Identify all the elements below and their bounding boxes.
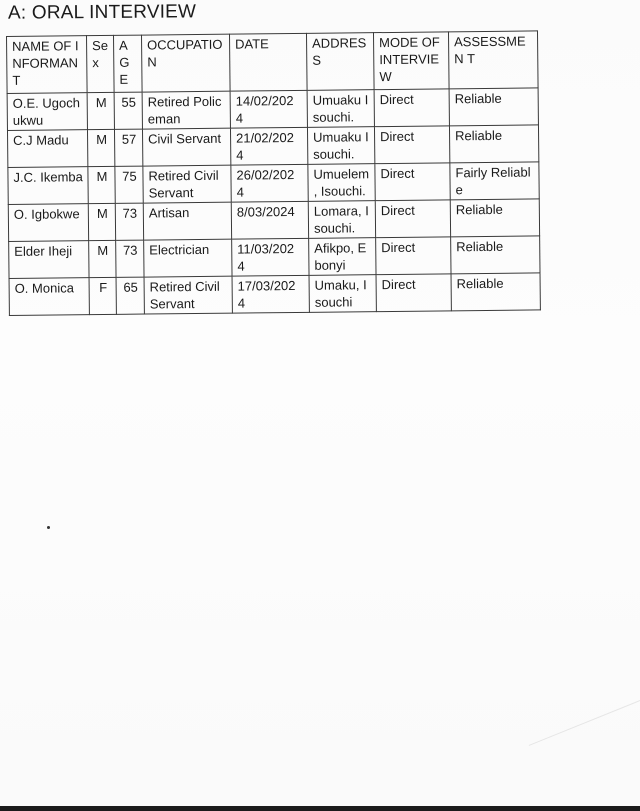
header-date: DATE (229, 33, 307, 91)
header-address: ADDRESS (306, 33, 374, 91)
cell-sex: M (87, 92, 114, 129)
header-sex: Se x (87, 35, 115, 92)
cell-mode: Direct (376, 237, 451, 275)
cell-age: 57 (114, 129, 142, 166)
oral-interview-table (6, 30, 541, 316)
cell-age: 75 (115, 166, 143, 203)
header-mode: MODE OF INTERVIE W (373, 32, 449, 90)
cell-occupation: Retired Civil Servant (143, 165, 231, 203)
cell-assessment: Reliable (449, 125, 538, 163)
cell-address: Umuaku Isouchi. (307, 90, 374, 128)
cell-address: Afikpo, Ebonyi (309, 238, 376, 276)
cell-date: 26/02/202 4 (231, 164, 308, 202)
cell-assessment: Reliable (451, 273, 540, 311)
cell-mode: Direct (376, 274, 451, 312)
cell-mode: Direct (375, 200, 450, 238)
cell-name: Elder Iheji (9, 241, 89, 279)
cell-date: 17/03/202 4 (232, 275, 309, 313)
table-row (9, 236, 540, 279)
cell-sex: M (88, 203, 115, 240)
header-assessment: ASSESSMEN T (448, 31, 538, 89)
table-row (7, 88, 538, 131)
ink-speck (47, 526, 50, 529)
cell-mode: Direct (374, 89, 449, 127)
cell-assessment: Reliable (450, 199, 539, 237)
cell-sex: F (89, 277, 116, 314)
cell-date: 21/02/202 4 (230, 127, 307, 165)
table-row (8, 199, 539, 242)
table-row (9, 273, 540, 316)
cell-mode: Direct (374, 126, 449, 164)
cell-age: 73 (115, 203, 143, 240)
cell-name: O. Monica (9, 278, 89, 316)
table-row (7, 125, 538, 168)
cell-assessment: Fairly Reliable (450, 162, 539, 200)
cell-name: O.E. Ugochukwu (7, 93, 87, 131)
cell-date: 8/03/2024 (231, 201, 308, 239)
table-header-row (7, 31, 539, 94)
cell-age: 55 (114, 92, 142, 129)
header-age: AG E (113, 35, 142, 92)
cell-occupation: Retired Policeman (142, 91, 230, 129)
cell-address: Lomara, Isouchi. (308, 201, 375, 239)
page-bottom-edge (0, 806, 640, 811)
section-title: A: ORAL INTERVIEW (7, 1, 197, 24)
cell-sex: M (87, 129, 114, 166)
cell-sex: M (88, 166, 115, 203)
cell-name: J.C. Ikemba (8, 167, 88, 205)
cell-date: 11/03/202 4 (232, 238, 309, 276)
table-row (8, 162, 539, 205)
cell-occupation: Retired Civil Servant (144, 276, 232, 314)
cell-name: O. Igbokwe (8, 204, 88, 242)
cell-address: Umaku, Isouchi (309, 275, 376, 313)
cell-sex: M (89, 240, 116, 277)
header-occupation: OCCUPATIO N (141, 34, 230, 92)
cell-name: C.J Madu (7, 130, 87, 168)
cell-mode: Direct (375, 163, 450, 201)
oral-interview-table-container (6, 30, 541, 316)
cell-assessment: Reliable (451, 236, 540, 274)
cell-occupation: Artisan (143, 202, 231, 240)
cell-address: Umuelem , Isouchi. (308, 164, 375, 202)
cell-date: 14/02/202 4 (230, 90, 307, 128)
cell-address: Umuaku Isouchi. (307, 127, 374, 165)
header-name: NAME OF INFORMAN T (7, 36, 88, 94)
cell-occupation: Electrician (144, 239, 232, 277)
cell-assessment: Reliable (449, 88, 538, 126)
cell-age: 73 (116, 240, 144, 277)
cell-occupation: Civil Servant (142, 128, 230, 166)
cell-age: 65 (116, 277, 144, 314)
